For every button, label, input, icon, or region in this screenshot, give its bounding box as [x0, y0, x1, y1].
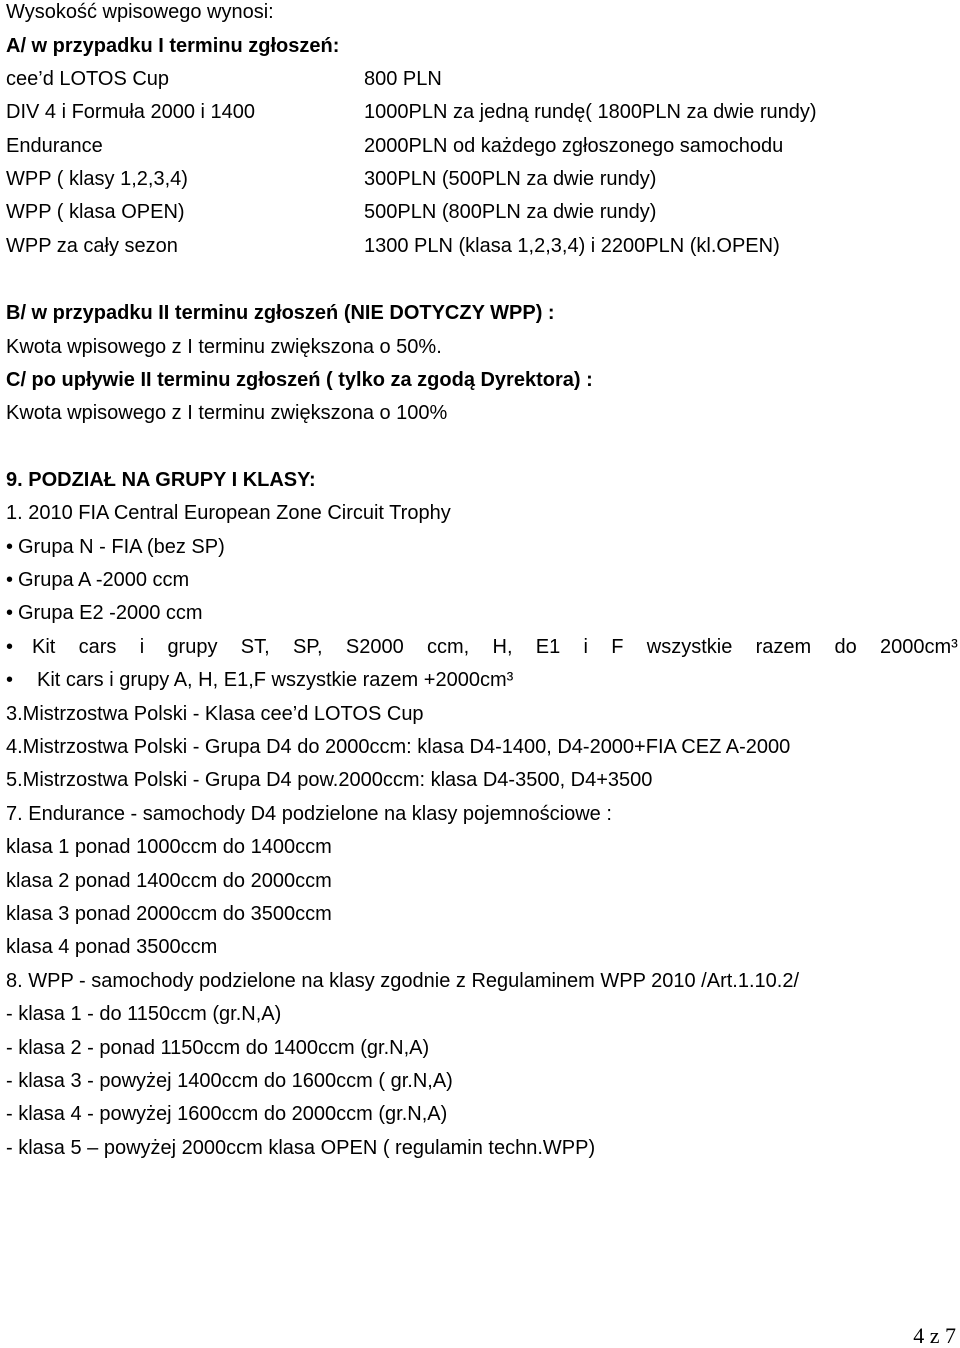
section-b-text: Kwota wpisowego z I terminu zwiększona o 50%.: [6, 336, 442, 358]
word: i: [139, 636, 145, 658]
bullet-text: Grupa E2 -2000 ccm: [18, 602, 203, 624]
intro-text: Wysokość wpisowego wynosi:: [6, 1, 274, 23]
word: SP,: [292, 636, 323, 658]
class-item: klasa 2 ponad 1400ccm do 2000ccm: [6, 870, 332, 892]
fee-label: Endurance: [6, 135, 103, 157]
fee-value: 2000PLN od każdego zgłoszonego samochodu: [364, 135, 784, 157]
word: E1: [535, 636, 561, 658]
section-9-heading: 9. PODZIAŁ NA GRUPY I KLASY:: [6, 469, 316, 491]
word: i: [583, 636, 588, 658]
word: 2000cm³: [880, 636, 958, 658]
bullet-icon: •: [6, 569, 14, 591]
word: ccm,: [427, 636, 470, 658]
fee-value: 500PLN (800PLN za dwie rundy): [364, 201, 657, 223]
bullet-text: Grupa N - FIA (bez SP): [18, 536, 225, 558]
fee-value: 1300 PLN (klasa 1,2,3,4) i 2200PLN (kl.OPEN): [364, 235, 780, 257]
fee-label: WPP ( klasa OPEN): [6, 201, 185, 223]
class-item: - klasa 2 - ponad 1150ccm do 1400ccm (gr.N,A): [6, 1037, 430, 1059]
list-item-8: 8. WPP - samochody podzielone na klasy zgodnie z Regulaminem WPP 2010 /Art.1.10.2/: [6, 970, 800, 992]
class-item: - klasa 3 - powyżej 1400ccm do 1600ccm ( gr.N,A): [6, 1070, 453, 1092]
list-item-4: 4.Mistrzostwa Polski - Grupa D4 do 2000ccm: klasa D4-1400, D4-2000+FIA CEZ A-2000: [6, 736, 791, 758]
word: Kit: [32, 636, 56, 658]
word: ST,: [240, 636, 270, 658]
word: F: [611, 636, 624, 658]
list-item-7: 7. Endurance - samochody D4 podzielone na klasy pojemnościowe :: [6, 803, 612, 825]
section-a-heading: A/ w przypadku I terminu zgłoszeń:: [6, 35, 340, 57]
fee-value: 800 PLN: [364, 68, 442, 90]
fee-label: WPP ( klasy 1,2,3,4): [6, 168, 188, 190]
section-c-text: Kwota wpisowego z I terminu zwiększona o 100%: [6, 402, 448, 424]
word: grupy: [167, 636, 218, 658]
class-item: - klasa 1 - do 1150ccm (gr.N,A): [6, 1003, 282, 1025]
word: razem: [755, 636, 812, 658]
bullet-icon: •: [6, 536, 14, 558]
word: cars: [78, 636, 117, 658]
fee-label: WPP za cały sezon: [6, 235, 178, 257]
fee-label: DIV 4 i Formuła 2000 i 1400: [6, 101, 256, 123]
fee-label: cee’d LOTOS Cup: [6, 68, 170, 90]
class-item: - klasa 5 – powyżej 2000ccm klasa OPEN ( regulamin techn.WPP): [6, 1137, 596, 1159]
fee-value: 1000PLN za jedną rundę( 1800PLN za dwie rundy): [364, 101, 817, 123]
class-item: klasa 3 ponad 2000ccm do 3500ccm: [6, 903, 332, 925]
class-item: - klasa 4 - powyżej 1600ccm do 2000ccm (gr.N,A): [6, 1103, 448, 1125]
bullet-icon: •: [6, 669, 14, 691]
class-item: klasa 1 ponad 1000ccm do 1400ccm: [6, 836, 332, 858]
list-item-5: 5.Mistrzostwa Polski - Grupa D4 pow.2000ccm: klasa D4-3500, D4+3500: [6, 769, 653, 791]
word: S2000: [345, 636, 404, 658]
word: H,: [492, 636, 513, 658]
word: wszystkie: [646, 636, 733, 658]
list-item-1: 1. 2010 FIA Central European Zone Circuit Trophy: [6, 502, 451, 524]
bullet-text: Grupa A -2000 ccm: [18, 569, 190, 591]
fee-value: 300PLN (500PLN za dwie rundy): [364, 168, 657, 190]
bullet-text-justified: [32, 635, 958, 659]
page-number: 4 z 7: [913, 1323, 956, 1348]
class-item: klasa 4 ponad 3500ccm: [6, 936, 218, 958]
list-item-3: 3.Mistrzostwa Polski - Klasa cee’d LOTOS Cup: [6, 703, 424, 725]
section-b-heading: B/ w przypadku II terminu zgłoszeń (NIE DOTYCZY WPP) :: [6, 302, 555, 324]
word: do: [834, 636, 857, 658]
bullet-icon: •: [6, 636, 14, 658]
section-c-heading: C/ po upływie II terminu zgłoszeń ( tylko za zgodą Dyrektora) :: [6, 369, 593, 391]
bullet-text: Kit cars i grupy A, H, E1,F wszystkie razem +2000cm³: [37, 669, 514, 691]
bullet-icon: •: [6, 602, 14, 624]
